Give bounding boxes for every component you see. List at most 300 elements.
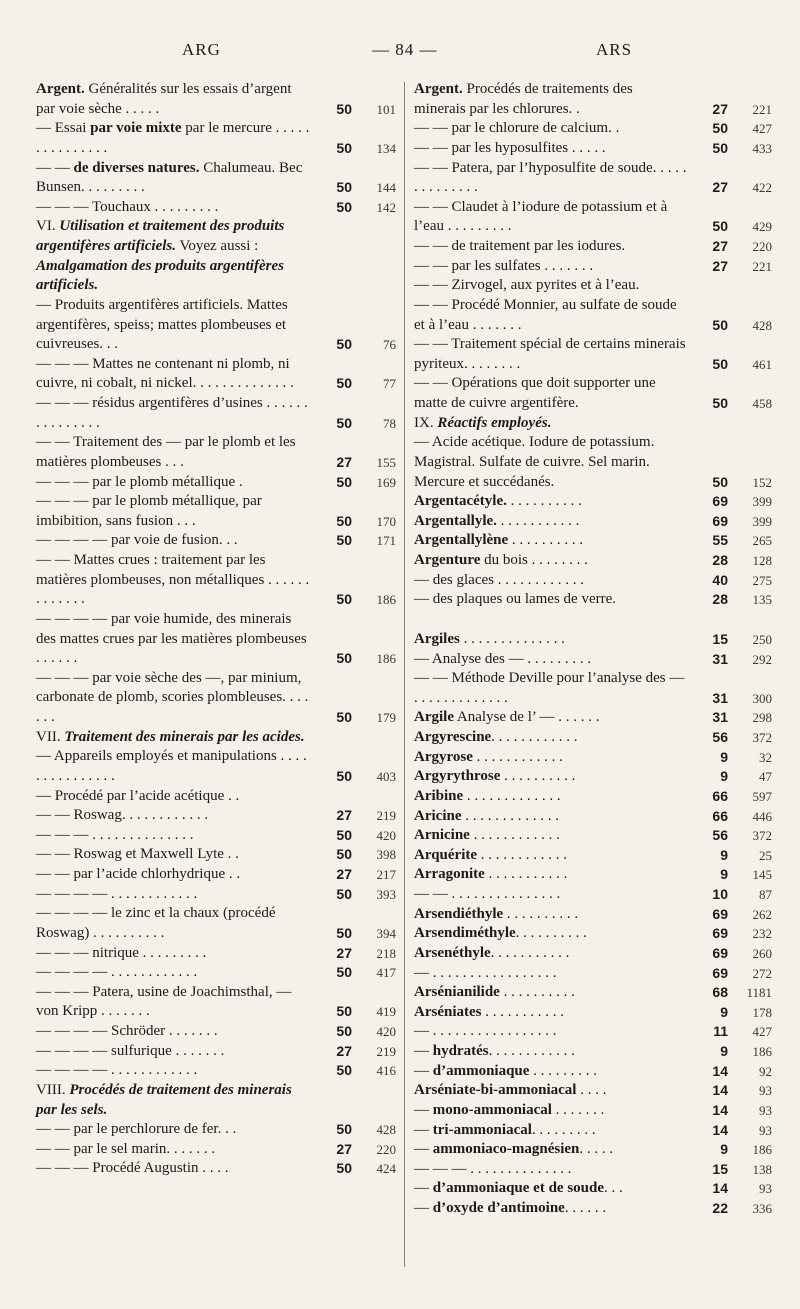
volume-number: 50: [336, 1062, 352, 1079]
page-reference: 250: [752, 631, 772, 647]
page-number: — 84 —: [372, 40, 438, 59]
index-entry: [414, 414, 772, 434]
entry-text: — — par les hyposulfites . . . . .: [414, 139, 606, 156]
index-entry: [36, 355, 396, 394]
page-reference: 78: [383, 415, 396, 431]
volume-number: 50: [336, 532, 352, 549]
entry-text: — — par le perchlorure de fer. . .: [36, 1121, 237, 1138]
volume-number: 50: [336, 964, 352, 981]
volume-number: 9: [720, 1003, 728, 1020]
page-reference: 186: [376, 592, 396, 608]
index-entry: [36, 747, 396, 786]
entry-text: Argiles . . . . . . . . . . . . . .: [414, 630, 565, 647]
volume-number: 50: [336, 512, 352, 529]
page-reference: 275: [752, 572, 772, 588]
index-entry: [414, 748, 772, 768]
entry-text: — — Méthode Deville pour l’analyse des — . . . . . . . . . . . . .: [414, 670, 685, 706]
entry-text: — mono-ammoniacal . . . . . . .: [414, 1101, 605, 1118]
volume-number: 9: [720, 768, 728, 785]
index-entry: [414, 276, 772, 296]
volume-number: 69: [712, 964, 728, 981]
index-entry: [414, 1179, 772, 1199]
volume-number: 66: [712, 807, 728, 824]
page-reference: 186: [752, 1044, 772, 1059]
entry-text: — — par les sulfates . . . . . . .: [414, 257, 594, 274]
volume-number: 50: [336, 179, 352, 196]
volume-number: 50: [712, 355, 728, 372]
entry-text: — — — Procédé Augustin . . . .: [36, 1160, 229, 1177]
index-entry: [36, 1159, 396, 1179]
index-entry: [414, 198, 772, 237]
index-entry: [414, 924, 772, 944]
entry-text: — tri-ammoniacal. . . . . . . . .: [414, 1121, 596, 1138]
volume-number: 50: [336, 767, 352, 784]
volume-number: 14: [712, 1101, 728, 1118]
index-entry: [414, 1140, 772, 1160]
page-reference: 217: [376, 867, 396, 882]
entry-text: — — Traitement spécial de certains minerais pyriteux. . . . . . . .: [414, 336, 686, 372]
index-entry: [414, 787, 772, 807]
page-reference: 178: [752, 1004, 772, 1020]
volume-number: 9: [720, 1141, 728, 1158]
entry-text: — — de traitement par les iodures.: [414, 238, 626, 254]
entry-text: — — Zirvogel, aux pyrites et à l’eau.: [414, 277, 640, 294]
entry-text: IX. Réactifs employés.: [414, 414, 552, 431]
index-entry: [414, 374, 772, 413]
index-entry: [36, 1042, 396, 1062]
entry-text: — — — — . . . . . . . . . . . .: [36, 1062, 198, 1079]
page-reference: 170: [376, 513, 396, 529]
entry-text: Arséniate-bi-ammoniacal . . . .: [414, 1082, 607, 1099]
index-entry: [414, 983, 772, 1003]
entry-text: — d’ammoniaque . . . . . . . . .: [414, 1062, 597, 1079]
entry-text: Argentallyle. . . . . . . . . . . .: [414, 512, 580, 529]
volume-number: 27: [336, 1042, 352, 1059]
entry-text: — — Roswag. . . . . . . . . . . .: [36, 807, 209, 824]
index-entry: [36, 433, 396, 472]
index-entry: [414, 492, 772, 512]
page-reference: 32: [759, 749, 772, 765]
entry-text: Aribine . . . . . . . . . . . . .: [414, 787, 561, 804]
volume-number: 69: [712, 493, 728, 510]
page-reference: 428: [752, 317, 772, 333]
page-reference: 260: [752, 945, 772, 961]
page-reference: 429: [752, 219, 772, 235]
entry-text: — — — Mattes ne contenant ni plomb, ni cuivre, ni cobalt, ni nickel. . . . . . . . . . . . . .: [36, 355, 294, 392]
index-entry: [414, 335, 772, 374]
entry-text: — — — — . . . . . . . . . . . .: [36, 964, 198, 981]
entry-text: Argile Analyse de l’ — . . . . . .: [414, 709, 600, 726]
volume-number: 50: [336, 198, 352, 215]
entry-text: — Essai par voie mixte par le mercure . . . . . . . . . . . . . . .: [36, 120, 310, 156]
volume-number: 14: [712, 1062, 728, 1079]
column-divider: [404, 82, 405, 1267]
entry-text: — . . . . . . . . . . . . . . . . .: [414, 1023, 557, 1040]
volume-number: 9: [720, 748, 728, 765]
volume-number: 56: [712, 729, 728, 745]
index-entry: [414, 807, 772, 827]
index-entry: [36, 728, 396, 748]
index-entry: [414, 1199, 772, 1219]
entry-text: — d’ammoniaque et de soude. . .: [414, 1180, 623, 1197]
entry-text: — — — . . . . . . . . . . . . . .: [36, 826, 194, 843]
left-column: [36, 80, 396, 1179]
page-reference: 186: [752, 1142, 772, 1158]
page-reference: 93: [759, 1083, 772, 1099]
page-reference: 1181: [746, 985, 772, 1001]
index-entry: [36, 845, 396, 865]
page-reference: 372: [752, 828, 772, 844]
page-reference: 403: [376, 768, 396, 784]
index-entry: [36, 296, 396, 355]
entry-text: Argentallylène . . . . . . . . . .: [414, 532, 584, 549]
entry-text: — — — nitrique . . . . . . . . .: [36, 944, 207, 961]
page-reference: 461: [752, 356, 772, 372]
entry-text: — Acide acétique. Iodure de potassium. Magistral. Sulfate de cuivre. Sel marin. Mercure et succédanés.: [414, 434, 655, 490]
volume-number: 50: [336, 1003, 352, 1020]
page-reference: 92: [759, 1063, 772, 1079]
page-reference: 93: [759, 1181, 772, 1197]
index-entry: [414, 767, 772, 787]
volume-number: 22: [712, 1200, 728, 1216]
volume-number: 31: [712, 689, 728, 706]
index-entry: [414, 905, 772, 925]
entry-text: Arsendiméthyle. . . . . . . . . .: [414, 925, 587, 942]
page-reference: 399: [752, 513, 772, 529]
index-entry: [36, 787, 396, 807]
index-entry: [414, 1160, 772, 1180]
page-reference: 394: [376, 925, 396, 941]
volume-number: 14: [712, 1121, 728, 1138]
entry-text: Argent. Généralités sur les essais d’argent par voie sèche . . . . .: [36, 81, 292, 117]
volume-number: 50: [336, 650, 352, 667]
index-entry: [414, 630, 772, 650]
volume-number: 50: [712, 473, 728, 490]
index-entry: [414, 728, 772, 748]
index-entry: [414, 1042, 772, 1062]
index-entry: [414, 1062, 772, 1082]
entry-text: — Analyse des — . . . . . . . . .: [414, 650, 592, 667]
index-entry: [36, 1140, 396, 1160]
index-entry: [414, 885, 772, 905]
header-left-word: ARG: [182, 40, 221, 59]
page-reference: 220: [376, 1141, 396, 1157]
entry-text: — hydratés. . . . . . . . . . . .: [414, 1043, 575, 1059]
index-entry: [414, 650, 772, 670]
volume-number: 27: [336, 1140, 352, 1157]
volume-number: 50: [712, 395, 728, 411]
page-reference: 135: [752, 592, 772, 608]
entry-text: — — par le chlorure de calcium. .: [414, 120, 620, 137]
index-entry: [36, 217, 396, 296]
volume-number: 27: [336, 944, 352, 961]
page-reference: 428: [376, 1122, 396, 1138]
page-reference: 145: [752, 867, 772, 883]
volume-number: 27: [712, 100, 728, 117]
volume-number: 27: [712, 257, 728, 274]
page-reference: 179: [376, 710, 396, 725]
section-spacer: [414, 610, 772, 630]
entry-text: — ammoniaco-magnésien. . . . .: [414, 1141, 614, 1158]
volume-number: 9: [720, 866, 728, 883]
page-reference: 336: [752, 1201, 772, 1216]
volume-number: 40: [712, 571, 728, 588]
volume-number: 50: [336, 885, 352, 902]
index-entry: [36, 531, 396, 551]
index-entry: [414, 296, 772, 335]
index-entry: [36, 963, 396, 983]
index-entry: [414, 80, 772, 119]
page-header: [0, 40, 800, 64]
index-entry: [36, 826, 396, 846]
entry-text: — — — — sulfurique . . . . . . .: [36, 1042, 225, 1059]
entry-text: — — — . . . . . . . . . . . . . .: [414, 1160, 572, 1177]
volume-number: 50: [336, 375, 352, 392]
volume-number: 50: [336, 139, 352, 156]
volume-number: 66: [712, 787, 728, 804]
index-entry: [36, 551, 396, 610]
volume-number: 9: [720, 1043, 728, 1059]
entry-text: — — par le sel marin. . . . . . .: [36, 1140, 216, 1157]
index-entry: [36, 904, 396, 943]
volume-number: 50: [712, 139, 728, 156]
entry-text: Argentacétyle. . . . . . . . . . .: [414, 493, 582, 510]
volume-number: 55: [712, 532, 728, 549]
index-entry: [414, 551, 772, 571]
entry-text: — — — par le plomb métallique .: [36, 473, 243, 490]
page-reference: 155: [376, 454, 396, 470]
page-reference: 393: [376, 886, 396, 902]
entry-text: Arséniates . . . . . . . . . . .: [414, 1003, 564, 1020]
index-entry: [36, 1061, 396, 1081]
entry-text: — — — par le plomb métallique, par imbibition, sans fusion . . .: [36, 493, 262, 529]
index-entry: [36, 1081, 396, 1120]
entry-text: — — Traitement des — par le plomb et les matières plombeuses . . .: [36, 434, 296, 470]
entry-text: Arragonite . . . . . . . . . . .: [414, 866, 568, 883]
entry-text: — — de diverses natures. Chalumeau. Bec Bunsen. . . . . . . . .: [36, 159, 303, 196]
entry-text: — — Roswag et Maxwell Lyte . .: [36, 846, 239, 863]
page-reference: 219: [376, 808, 396, 824]
page-reference: 93: [759, 1102, 772, 1118]
index-entry: [36, 885, 396, 905]
entry-text: VI. Utilisation et traitement des produits argentifères artificiels. Voyez aussi : Amalgamation des produits argentifères artificiels.: [36, 218, 285, 294]
page-reference: 292: [752, 651, 772, 667]
index-entry: [36, 159, 396, 198]
page-reference: 265: [752, 533, 772, 549]
index-entry: [36, 669, 396, 728]
entry-text: — — . . . . . . . . . . . . . . .: [414, 886, 561, 902]
volume-number: 50: [336, 709, 352, 725]
index-entry: [414, 1121, 772, 1141]
page-reference: 419: [376, 1004, 396, 1020]
page-reference: 134: [376, 140, 396, 156]
volume-number: 50: [336, 336, 352, 353]
index-entry: [414, 571, 772, 591]
page-reference: 87: [759, 887, 772, 902]
page-reference: 399: [752, 494, 772, 510]
page-reference: 171: [376, 533, 396, 549]
index-entry: [36, 806, 396, 826]
index-entry: [414, 590, 772, 610]
entry-text: — — — — Schröder . . . . . . .: [36, 1023, 218, 1039]
entry-text: — — — — . . . . . . . . . . . .: [36, 885, 198, 902]
page-reference: 232: [752, 926, 772, 942]
page-reference: 221: [752, 258, 772, 274]
header-right-word: ARS: [596, 40, 633, 59]
volume-number: 10: [712, 886, 728, 902]
volume-number: 56: [712, 827, 728, 844]
index-entry: [36, 865, 396, 885]
entry-text: — — Mattes crues : traitement par les matières plombeuses, non métalliques . . . . . . . . . . . . .: [36, 552, 310, 608]
entry-text: VII. Traitement des minerais par les acides.: [36, 728, 305, 745]
volume-number: 50: [336, 826, 352, 843]
entry-text: — . . . . . . . . . . . . . . . . .: [414, 964, 557, 981]
volume-number: 27: [336, 807, 352, 824]
index-entry: [36, 473, 396, 493]
volume-number: 50: [336, 473, 352, 490]
page-reference: 186: [376, 651, 396, 667]
volume-number: 50: [712, 218, 728, 235]
index-entry: [414, 237, 772, 257]
entry-text: Arsendiéthyle . . . . . . . . . .: [414, 905, 579, 922]
index-entry: [414, 964, 772, 984]
entry-text: Arsenéthyle. . . . . . . . . . .: [414, 944, 570, 961]
index-entry: [414, 1101, 772, 1121]
page-reference: 142: [376, 199, 396, 215]
entry-text: — — — résidus argentifères d’usines . . . . . . . . . . . . . . .: [36, 395, 308, 431]
page-reference: 144: [376, 180, 396, 196]
volume-number: 15: [712, 630, 728, 647]
volume-number: 50: [712, 120, 728, 137]
volume-number: 14: [712, 1180, 728, 1197]
entry-text: Argyrythrose . . . . . . . . . .: [414, 768, 576, 785]
page-reference: 262: [752, 906, 772, 922]
entry-text: Argyrescine. . . . . . . . . . . .: [414, 729, 578, 745]
index-entry: [36, 944, 396, 964]
entry-text: — — — — par voie humide, des minerais des mattes crues par les matières plombeuses . . . . . .: [36, 610, 307, 667]
page-reference: 372: [752, 730, 772, 745]
page-reference: 417: [376, 965, 396, 981]
entry-text: Argent. Procédés de traitements des minerais par les chlorures. .: [414, 81, 633, 117]
entry-text: Argenture du bois . . . . . . . .: [414, 552, 588, 568]
index-entry: [36, 198, 396, 218]
index-entry: [36, 394, 396, 433]
index-entry: [414, 826, 772, 846]
page-reference: 218: [376, 945, 396, 961]
volume-number: 14: [712, 1082, 728, 1099]
volume-number: 68: [712, 984, 728, 1001]
entry-text: Arsénianilide . . . . . . . . . .: [414, 984, 575, 1001]
index-entry: [414, 1022, 772, 1042]
entry-text: — — Procédé Monnier, au sulfate de soude et à l’eau . . . . . . .: [414, 296, 677, 333]
entry-text: — — — Patera, usine de Joachimsthal, — von Kripp . . . . . . .: [36, 983, 292, 1020]
volume-number: 50: [336, 1023, 352, 1039]
entry-text: VIII. Procédés de traitement des minerais par les sels.: [36, 1081, 292, 1118]
index-entry: [414, 139, 772, 159]
index-entry: [414, 257, 772, 277]
entry-text: Argyrose . . . . . . . . . . . .: [414, 748, 563, 765]
page-reference: 221: [752, 101, 772, 117]
volume-number: 50: [336, 846, 352, 863]
entry-text: — des plaques ou lames de verre.: [414, 591, 617, 608]
page-reference: 424: [376, 1161, 396, 1177]
volume-number: 69: [712, 944, 728, 961]
page-reference: 427: [752, 1024, 772, 1040]
page-reference: 446: [752, 808, 772, 824]
index-entry: [36, 983, 396, 1022]
volume-number: 11: [713, 1023, 728, 1040]
volume-number: 69: [712, 905, 728, 922]
volume-number: 50: [336, 1160, 352, 1177]
index-entry: [414, 708, 772, 728]
entry-text: — Produits argentifères artificiels. Mattes argentifères, speiss; mattes plombeuses et cuivreuses. . .: [36, 296, 288, 353]
page-reference: 416: [376, 1063, 396, 1079]
page-reference: 298: [752, 710, 772, 726]
volume-number: 69: [712, 512, 728, 529]
page-reference: 458: [752, 396, 772, 411]
volume-number: 27: [336, 453, 352, 470]
page-reference: 219: [376, 1043, 396, 1059]
page-reference: 47: [759, 769, 772, 785]
volume-number: 27: [712, 238, 728, 254]
entry-text: Arquérite . . . . . . . . . . . .: [414, 846, 568, 863]
entry-text: — Procédé par l’acide acétique . .: [36, 787, 240, 804]
entry-text: Arnicine . . . . . . . . . . . .: [414, 827, 560, 844]
index-entry: [36, 610, 396, 669]
volume-number: 50: [712, 316, 728, 333]
entry-text: — — Claudet à l’iodure de potassium et à l’eau . . . . . . . . .: [414, 198, 668, 235]
page-reference: 420: [376, 1024, 396, 1039]
index-entry: [414, 1081, 772, 1101]
page-reference: 398: [376, 847, 396, 863]
page-reference: 77: [383, 376, 396, 392]
index-entry: [414, 531, 772, 551]
index-entry: [36, 492, 396, 531]
page-reference: 169: [376, 474, 396, 490]
index-entry: [414, 159, 772, 198]
index-entry: [36, 119, 396, 158]
page-reference: 220: [752, 239, 772, 254]
index-entry: [414, 669, 772, 708]
page-reference: 272: [752, 965, 772, 981]
page-reference: 101: [376, 101, 396, 117]
entry-text: — des glaces . . . . . . . . . . . .: [414, 571, 584, 588]
volume-number: 69: [712, 925, 728, 942]
volume-number: 27: [712, 179, 728, 196]
index-entry: [414, 119, 772, 139]
index-entry: [414, 846, 772, 866]
entry-text: — — Patera, par l’hyposulfite de soude. . . . . . . . . . . . . .: [414, 159, 687, 196]
page-reference: 422: [752, 180, 772, 196]
volume-number: 50: [336, 924, 352, 941]
right-column: [414, 80, 772, 1219]
page-reference: 300: [752, 690, 772, 706]
volume-number: 50: [336, 414, 352, 431]
page-reference: 25: [759, 847, 772, 863]
volume-number: 31: [712, 650, 728, 667]
page-reference: 427: [752, 121, 772, 137]
entry-text: — — — — par voie de fusion. . .: [36, 532, 238, 549]
entry-text: — d’oxyde d’antimoine. . . . . .: [414, 1200, 607, 1216]
page-reference: 420: [376, 827, 396, 843]
index-entry: [36, 1022, 396, 1042]
index-entry: [414, 865, 772, 885]
page-reference: 433: [752, 140, 772, 156]
page-reference: 152: [752, 474, 772, 490]
entry-text: — — — — le zinc et la chaux (procédé Roswag) . . . . . . . . . .: [36, 905, 276, 941]
volume-number: 28: [712, 591, 728, 608]
volume-number: 50: [336, 1121, 352, 1138]
